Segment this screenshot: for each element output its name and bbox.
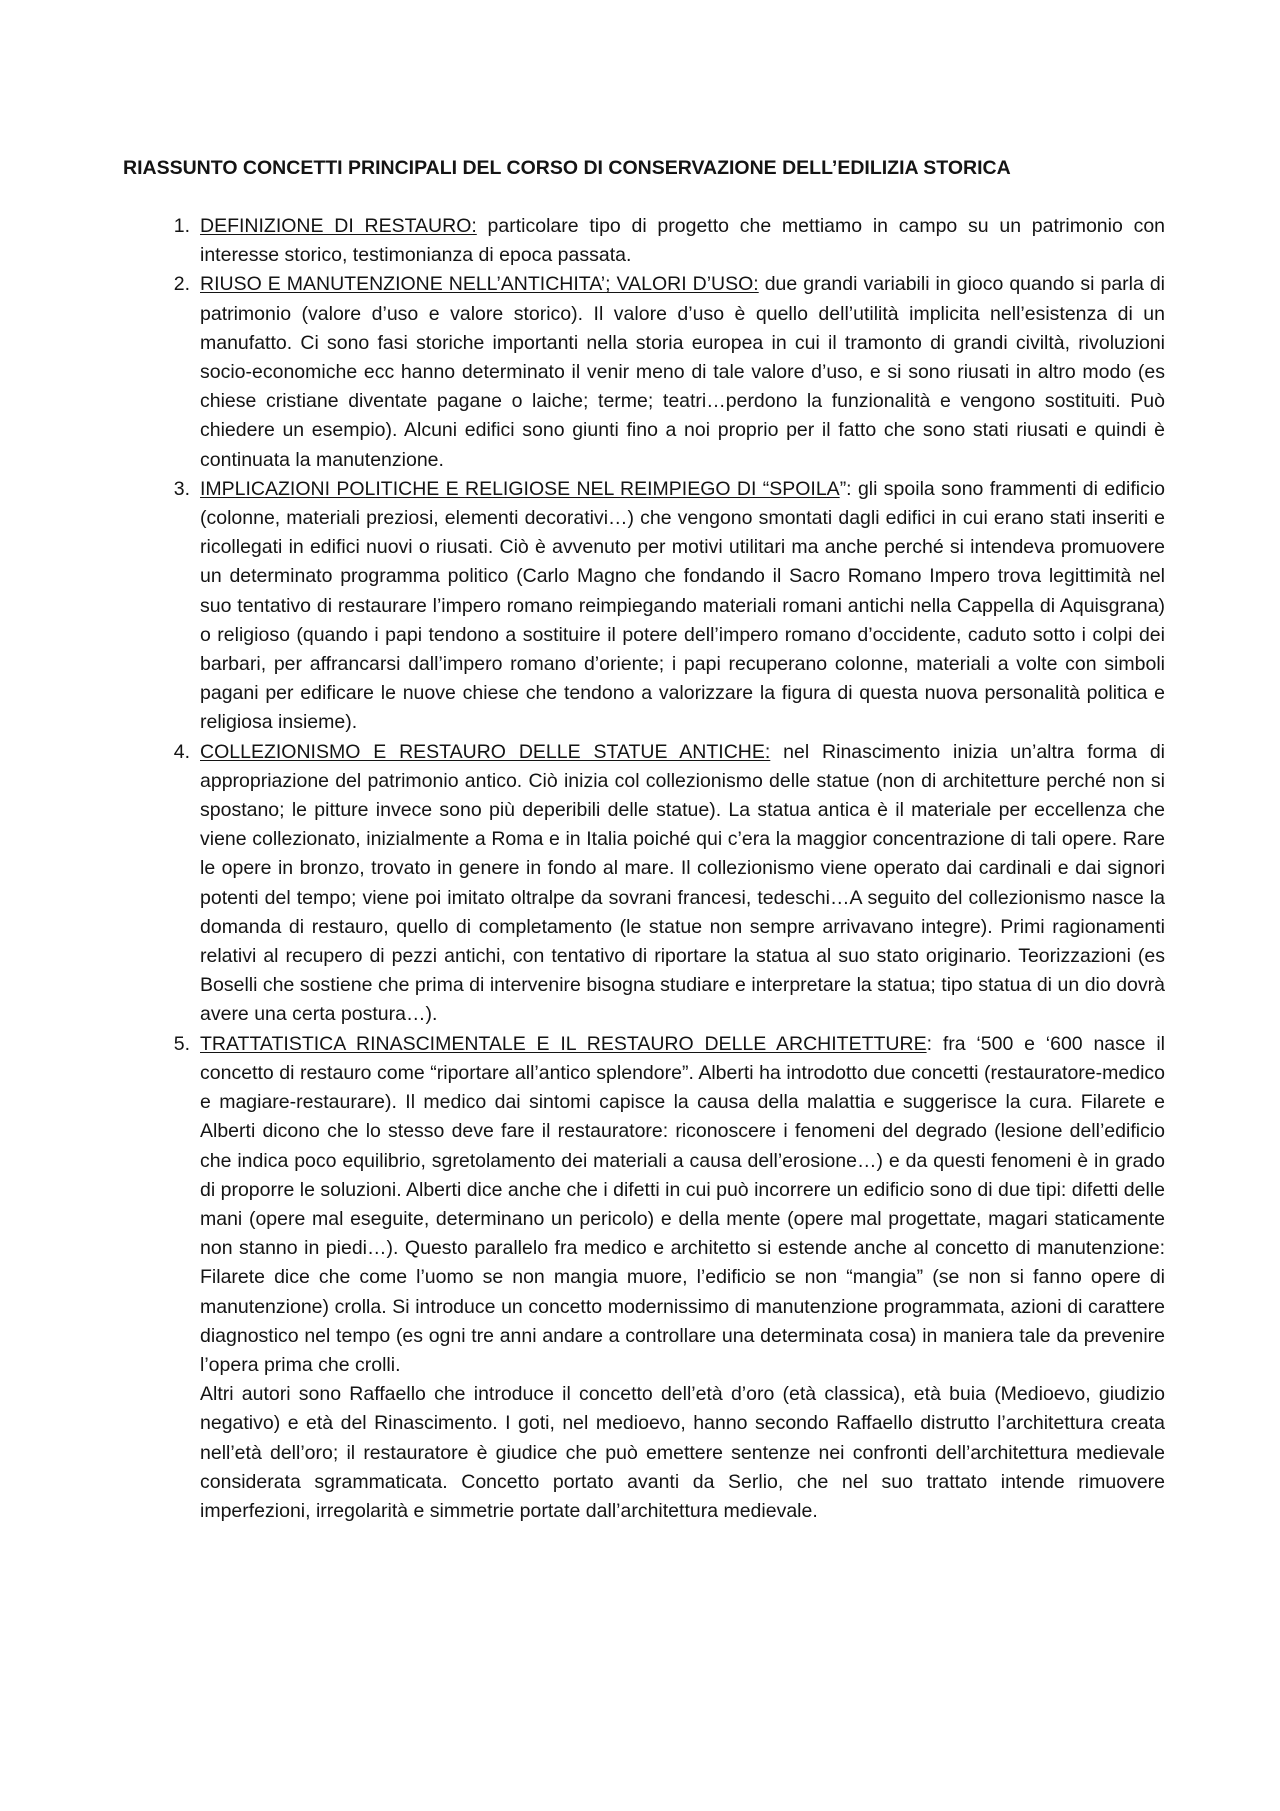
item-heading: TRATTATISTICA RINASCIMENTALE E IL RESTAURO DELLE ARCHITETTURE xyxy=(200,1032,927,1055)
item-text: ”: gli spoila sono frammenti di edificio (colonne, materiali preziosi, elementi decorativi…) che vengono smontati dagli edifici in cui erano stati inseriti e ricollegati in edifici nuovi o riusati. Ciò è avvenuto per motivi utilitari ma anche perché si intendeva promuovere un determinato programma politico (Carlo Magno che fondando il Sacro Romano Impero trova legittimità nel suo tentativo di restaurare l’impero romano reimpiegando materiali romani antichi nella Cappella di Aquisgrana) o religioso (quando i papi tendono a sostituire il potere dell’impero romano d’occidente, caduto sotto i colpi dei barbari, per affrancarsi dall’impero romano d’oriente; i papi recuperano colonne, materiali a volte con simboli pagani per edificare le nuove chiese che tendono a valorizzare la figura di questa nuova personalità politica e religiosa insieme). xyxy=(200,477,1165,734)
item-heading: RIUSO E MANUTENZIONE NELL’ANTICHITA’; VALORI D’USO: xyxy=(200,273,759,296)
item-text: nel Rinascimento inizia un’altra forma di appropriazione del patrimonio antico. Ciò inizia col collezionismo delle statue (non di architetture perché non si spostano; le pitture invece sono più deperibili delle statue). La statua antica è il materiale per eccellenza che viene collezionato, inizialmente a Roma e in Italia poiché qui c’era la maggior concentrazione di tali opere. Rare le opere in bronzo, trovato in genere in fondo al mare. Il collezionismo viene operato dai cardinali e dai signori potenti del tempo; viene poi imitato oltralpe da sovrani francesi, tedeschi…A seguito del collezionismo nasce la domanda di restauro, quello di completamento (le statue non sempre arrivavano integre). Primi ragionamenti relativi al recupero di pezzi antichi, con tentativo di riportare la statua al suo stato originario. Teorizzazioni (es Boselli che sostiene che prima di intervenire bisogna studiare e interpretare la statua; tipo statua di un dio dovrà avere una certa postura…). xyxy=(200,740,1165,1026)
item-heading: IMPLICAZIONI POLITICHE E RELIGIOSE NEL REIMPIEGO DI “SPOILA xyxy=(200,477,840,500)
item-number: 3. xyxy=(173,477,190,500)
list-item-collezionismo xyxy=(173,738,1165,1030)
document-title: RIASSUNTO CONCETTI PRINCIPALI DEL CORSO DI CONSERVAZIONE DELL’EDILIZIA STORICA xyxy=(123,157,1011,179)
item-paragraph xyxy=(200,212,1165,270)
item-number: 4. xyxy=(173,740,190,763)
item-number: 1. xyxy=(173,215,190,237)
concept-list xyxy=(0,212,1165,1526)
item-paragraph xyxy=(200,1030,1165,1380)
item-continuation-paragraph: Altri autori sono Raffaello che introduce il concetto dell’età d’oro (età classica), età buia (Medioevo, giudizio negativo) e età del Rinascimento. I goti, nel medioevo, hanno secondo Raffaello distrutto l’architettura creata nell’età dell’oro; il restauratore è giudice che può emettere sentenze nei confronti dell’architettura medievale considerata sgrammaticata. Concetto portato avanti da Serlio, che nel suo trattato intende rimuovere imperfezioni, irregolarità e simmetrie portate dall’architettura medievale. xyxy=(200,1383,1165,1522)
item-number: 2. xyxy=(173,273,190,296)
item-heading: DEFINIZIONE DI RESTAURO: xyxy=(200,215,477,237)
item-text: : fra ‘500 e ‘600 nasce il concetto di restauro come “riportare all’antico splendore”. Alberti ha introdotto due concetti (restauratore-medico e magiare-restaurare). Il medico dai sintomi capisce la causa della malattia e suggerisce la cura. Filarete e Alberti dicono che lo stesso deve fare il restauratore: riconoscere i fenomeni del degrado (lesione dell’edificio che indica poco equilibrio, sgretolamento dei materiali a causa dell’erosione…) e da questi fenomeni è in grado di proporre le soluzioni. Alberti dice anche che i difetti in cui può incorrere un edificio sono di due tipi: difetti delle mani (opere mal eseguite, determinano un pericolo) e della mente (opere mal progettate, magari staticamente non stanno in piedi…). Questo parallelo fra medico e architetto si estende anche al concetto di manutenzione: Filarete dice che come l’uomo se non mangia muore, l’edificio se non “mangia” (se non si fanno opere di manutenzione) crolla. Si introduce un concetto modernissimo di manutenzione programmata, azioni di carattere diagnostico nel tempo (es ogni tre anni andare a controllare una determinata cosa) in maniera tale da prevenire l’opera prima che crolli. xyxy=(200,1032,1165,1376)
item-text: particolare tipo di progetto che mettiamo in campo su un patrimonio con interesse storico, testimonianza di epoca passata. xyxy=(200,215,1166,267)
item-paragraph xyxy=(200,475,1165,738)
list-item-riuso-manutenzione xyxy=(173,270,1166,474)
item-paragraph xyxy=(200,738,1165,1030)
item-number: 5. xyxy=(173,1032,190,1055)
item-paragraph xyxy=(200,270,1165,474)
item-text: due grandi variabili in gioco quando si parla di patrimonio (valore d’uso e valore storico). Il valore d’uso è quello dell’utilità implicita nell’esistenza di un manufatto. Ci sono fasi storiche importanti nella storia europea in cui il tramonto di grandi civiltà, rivoluzioni socio-economiche ecc hanno determinato il venir meno di tale valore d’uso, e si sono riusati in altro modo (es chiese cristiane diventate pagane o laiche; terme; teatri…perdono la funzionalità e vengono sostituiti. Può chiedere un esempio). Alcuni edifici sono giunti fino a noi proprio per il fatto che sono stati riusati e quindi è continuata la manutenzione. xyxy=(200,273,1166,471)
item-heading: COLLEZIONISMO E RESTAURO DELLE STATUE ANTICHE: xyxy=(200,740,771,763)
list-item-spoila xyxy=(173,475,1165,738)
list-item-trattatistica xyxy=(173,1030,1165,1526)
list-item-restauro-definition xyxy=(173,212,1166,270)
